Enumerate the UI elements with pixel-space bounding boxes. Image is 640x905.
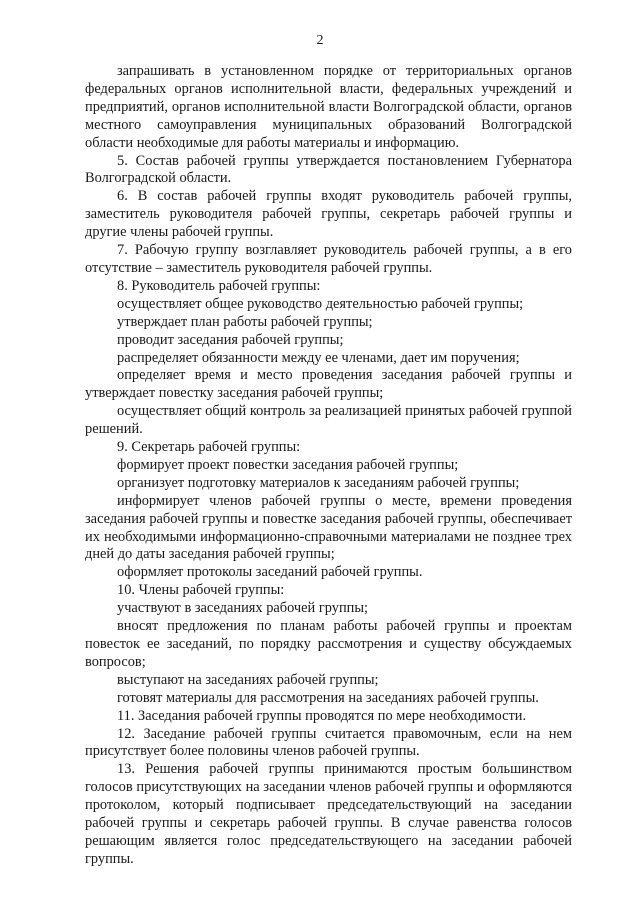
paragraph: проводит заседания рабочей группы;: [117, 331, 344, 348]
paragraph: 12. Заседание рабочей группы считается правомочным, если на нем присутствует более половины членов рабочей группы.: [85, 725, 572, 760]
paragraph: 5. Состав рабочей группы утверждается постановлением Губернатора Волгоградской области.: [85, 152, 572, 187]
paragraph: организует подготовку материалов к заседаниям рабочей группы;: [117, 474, 520, 491]
paragraph: выступают на заседаниях рабочей группы;: [117, 671, 379, 688]
paragraph: осуществляет общее руководство деятельностью рабочей группы;: [117, 295, 524, 312]
paragraph: вносят предложения по планам работы рабочей группы и проектам повесток ее заседаний, по порядку рассмотрения и существу обсуждаемых вопросов;: [85, 618, 572, 670]
paragraph: 11. Заседания рабочей группы проводятся по мере необходимости.: [117, 707, 527, 724]
paragraph: 10. Члены рабочей группы:: [117, 582, 285, 599]
paragraph: информирует членов рабочей группы о месте, времени проведения заседания рабочей группы и повестке заседания рабочей группы, обеспечивает их необходимыми информационно-справочными материалами не позднее трех дней до даты заседания рабочей группы;: [85, 492, 572, 563]
paragraph: 6. В состав рабочей группы входят руководитель рабочей группы, заместитель руководителя рабочей группы, секретарь рабочей группы и другие члены рабочей группы.: [85, 188, 572, 241]
paragraph: запрашивать в установленном порядке от территориальных органов федеральных органов исполнительной власти, федеральных учреждений и предприятий, органов исполнительной власти Волгоградской области, органов местного самоуправления муниципальных образований Волгоградской области необходимые для работы материалы и информацию.: [85, 63, 572, 151]
paragraph: формирует проект повестки заседания рабочей группы;: [117, 456, 459, 473]
page-number: 2: [316, 33, 324, 48]
paragraph: оформляет протоколы заседаний рабочей группы.: [117, 564, 423, 581]
paragraph: участвуют в заседаниях рабочей группы;: [117, 600, 369, 617]
document-body: [85, 63, 572, 869]
paragraph: 7. Рабочую группу возглавляет руководитель рабочей группы, а в его отсутствие – заместитель руководителя рабочей группы.: [85, 242, 572, 276]
paragraph: 13. Решения рабочей группы принимаются простым большинством голосов присутствующих на заседании членов рабочей группы и оформляются протоколом, который подписывает председательствующий на заседании рабочей группы и секретарь рабочей группы. В случае равенства голосов решающим является голос председательствующего на заседании рабочей группы.: [85, 761, 572, 867]
paragraph: утверждает план работы рабочей группы;: [117, 313, 373, 330]
paragraph: 9. Секретарь рабочей группы:: [117, 439, 301, 456]
paragraph: распределяет обязанности между ее членами, дает им поручения;: [117, 349, 520, 366]
paragraph: готовят материалы для рассмотрения на заседаниях рабочей группы.: [117, 689, 539, 706]
paragraph: 8. Руководитель рабочей группы:: [117, 277, 321, 294]
paragraph: определяет время и место проведения заседания рабочей группы и утверждает повестку заседания рабочей группы;: [85, 367, 572, 402]
paragraph: осуществляет общий контроль за реализацией принятых рабочей группой решений.: [85, 403, 572, 438]
